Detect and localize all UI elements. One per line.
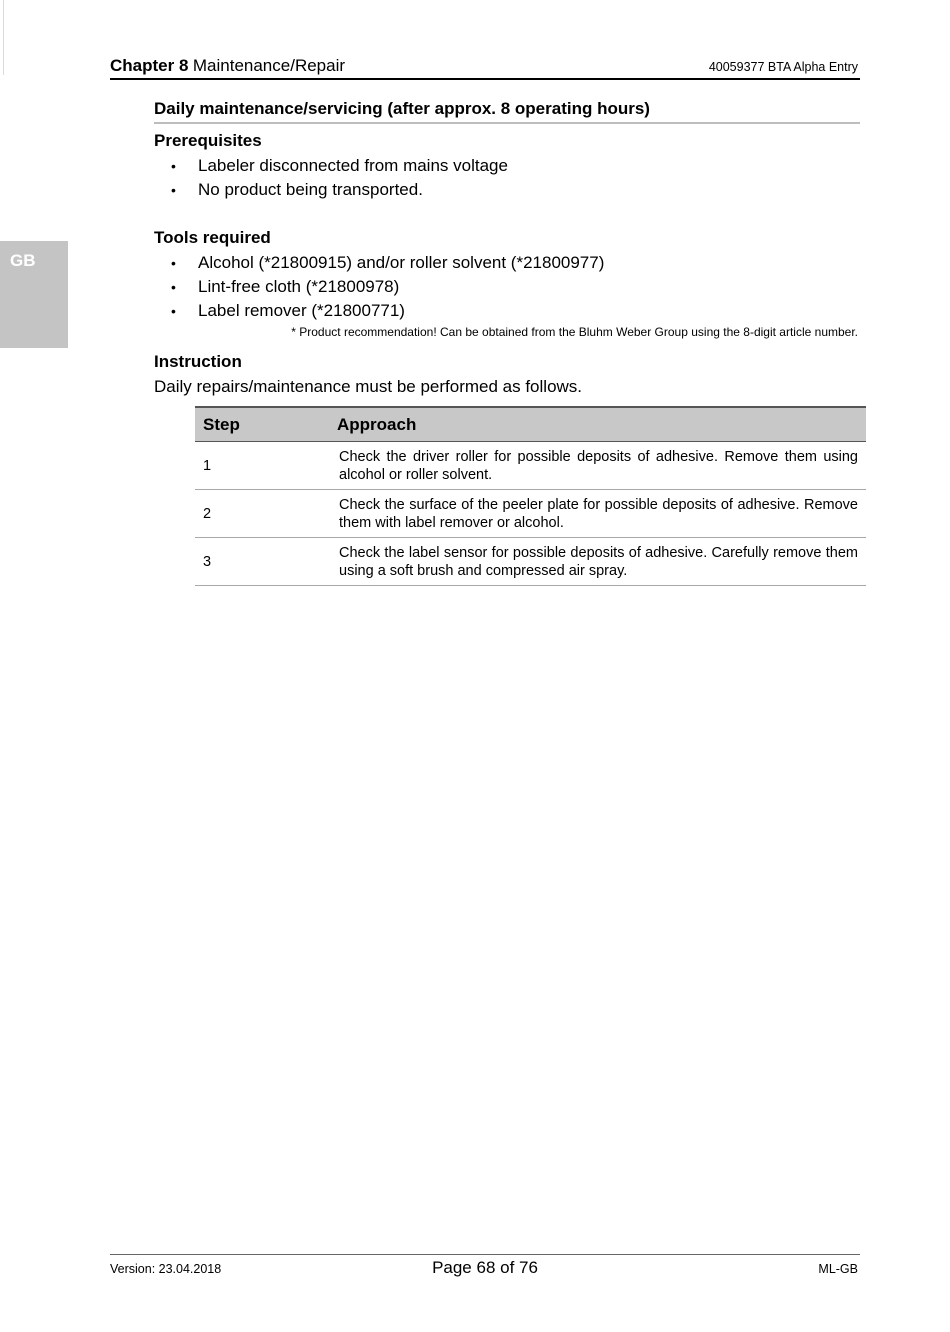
bullet-icon: • <box>171 182 176 198</box>
column-header-approach: Approach <box>329 407 866 442</box>
document-code: ML-GB <box>818 1262 858 1276</box>
page-footer <box>110 1254 860 1283</box>
list-item-text: Alcohol (*21800915) and/or roller solvent (*21800977) <box>198 253 605 272</box>
list-item-text: Label remover (*21800771) <box>198 301 405 320</box>
table-row <box>195 442 866 490</box>
footnote: * Product recommendation! Can be obtained from the Bluhm Weber Group using the 8-digit article number. <box>291 325 858 339</box>
approach-cell: Check the label sensor for possible deposits of adhesive. Carefully remove them using a soft brush and compressed air spray. <box>329 538 866 586</box>
list-item-text: No product being transported. <box>198 180 423 199</box>
prerequisites-heading: Prerequisites <box>154 131 262 150</box>
list-item <box>154 300 604 324</box>
bullet-icon: • <box>171 303 176 319</box>
steps-table <box>195 406 866 586</box>
instruction-text: Daily repairs/maintenance must be performed as follows. <box>154 377 583 396</box>
language-tab-label: GB <box>10 251 36 270</box>
step-cell: 2 <box>195 490 329 538</box>
list-item-text: Lint-free cloth (*21800978) <box>198 277 400 296</box>
list-item <box>154 252 604 276</box>
list-item <box>154 276 604 300</box>
instruction-heading: Instruction <box>154 352 242 371</box>
step-cell: 1 <box>195 442 329 490</box>
bullet-icon: • <box>171 158 176 174</box>
approach-cell: Check the surface of the peeler plate for possible deposits of adhesive. Remove them with label remover or alcohol. <box>329 490 866 538</box>
version-label: Version: 23.04.2018 <box>110 1262 222 1276</box>
bullet-icon: • <box>171 279 176 295</box>
left-margin-rule <box>3 0 4 75</box>
chapter-title: Maintenance/Repair <box>192 56 346 75</box>
table-header-row <box>195 407 866 442</box>
list-item <box>154 155 508 179</box>
page-header <box>110 56 860 80</box>
chapter-number: Chapter 8 <box>110 56 189 75</box>
bullet-icon: • <box>171 255 176 271</box>
page-number: Page 68 of 76 <box>432 1258 538 1277</box>
list-item-text: Labeler disconnected from mains voltage <box>198 156 508 175</box>
tools-list <box>154 252 604 324</box>
table-row <box>195 538 866 586</box>
step-cell: 3 <box>195 538 329 586</box>
section-title: Daily maintenance/servicing (after approx. 8 operating hours) <box>154 99 860 124</box>
column-header-step: Step <box>195 407 329 442</box>
list-item <box>154 179 508 203</box>
prerequisites-list <box>154 155 508 203</box>
tools-heading: Tools required <box>154 228 271 247</box>
document-id: 40059377 BTA Alpha Entry <box>708 60 858 74</box>
table-row <box>195 490 866 538</box>
approach-cell: Check the driver roller for possible deposits of adhesive. Remove them using alcohol or roller solvent. <box>329 442 866 490</box>
language-tab <box>0 241 68 348</box>
